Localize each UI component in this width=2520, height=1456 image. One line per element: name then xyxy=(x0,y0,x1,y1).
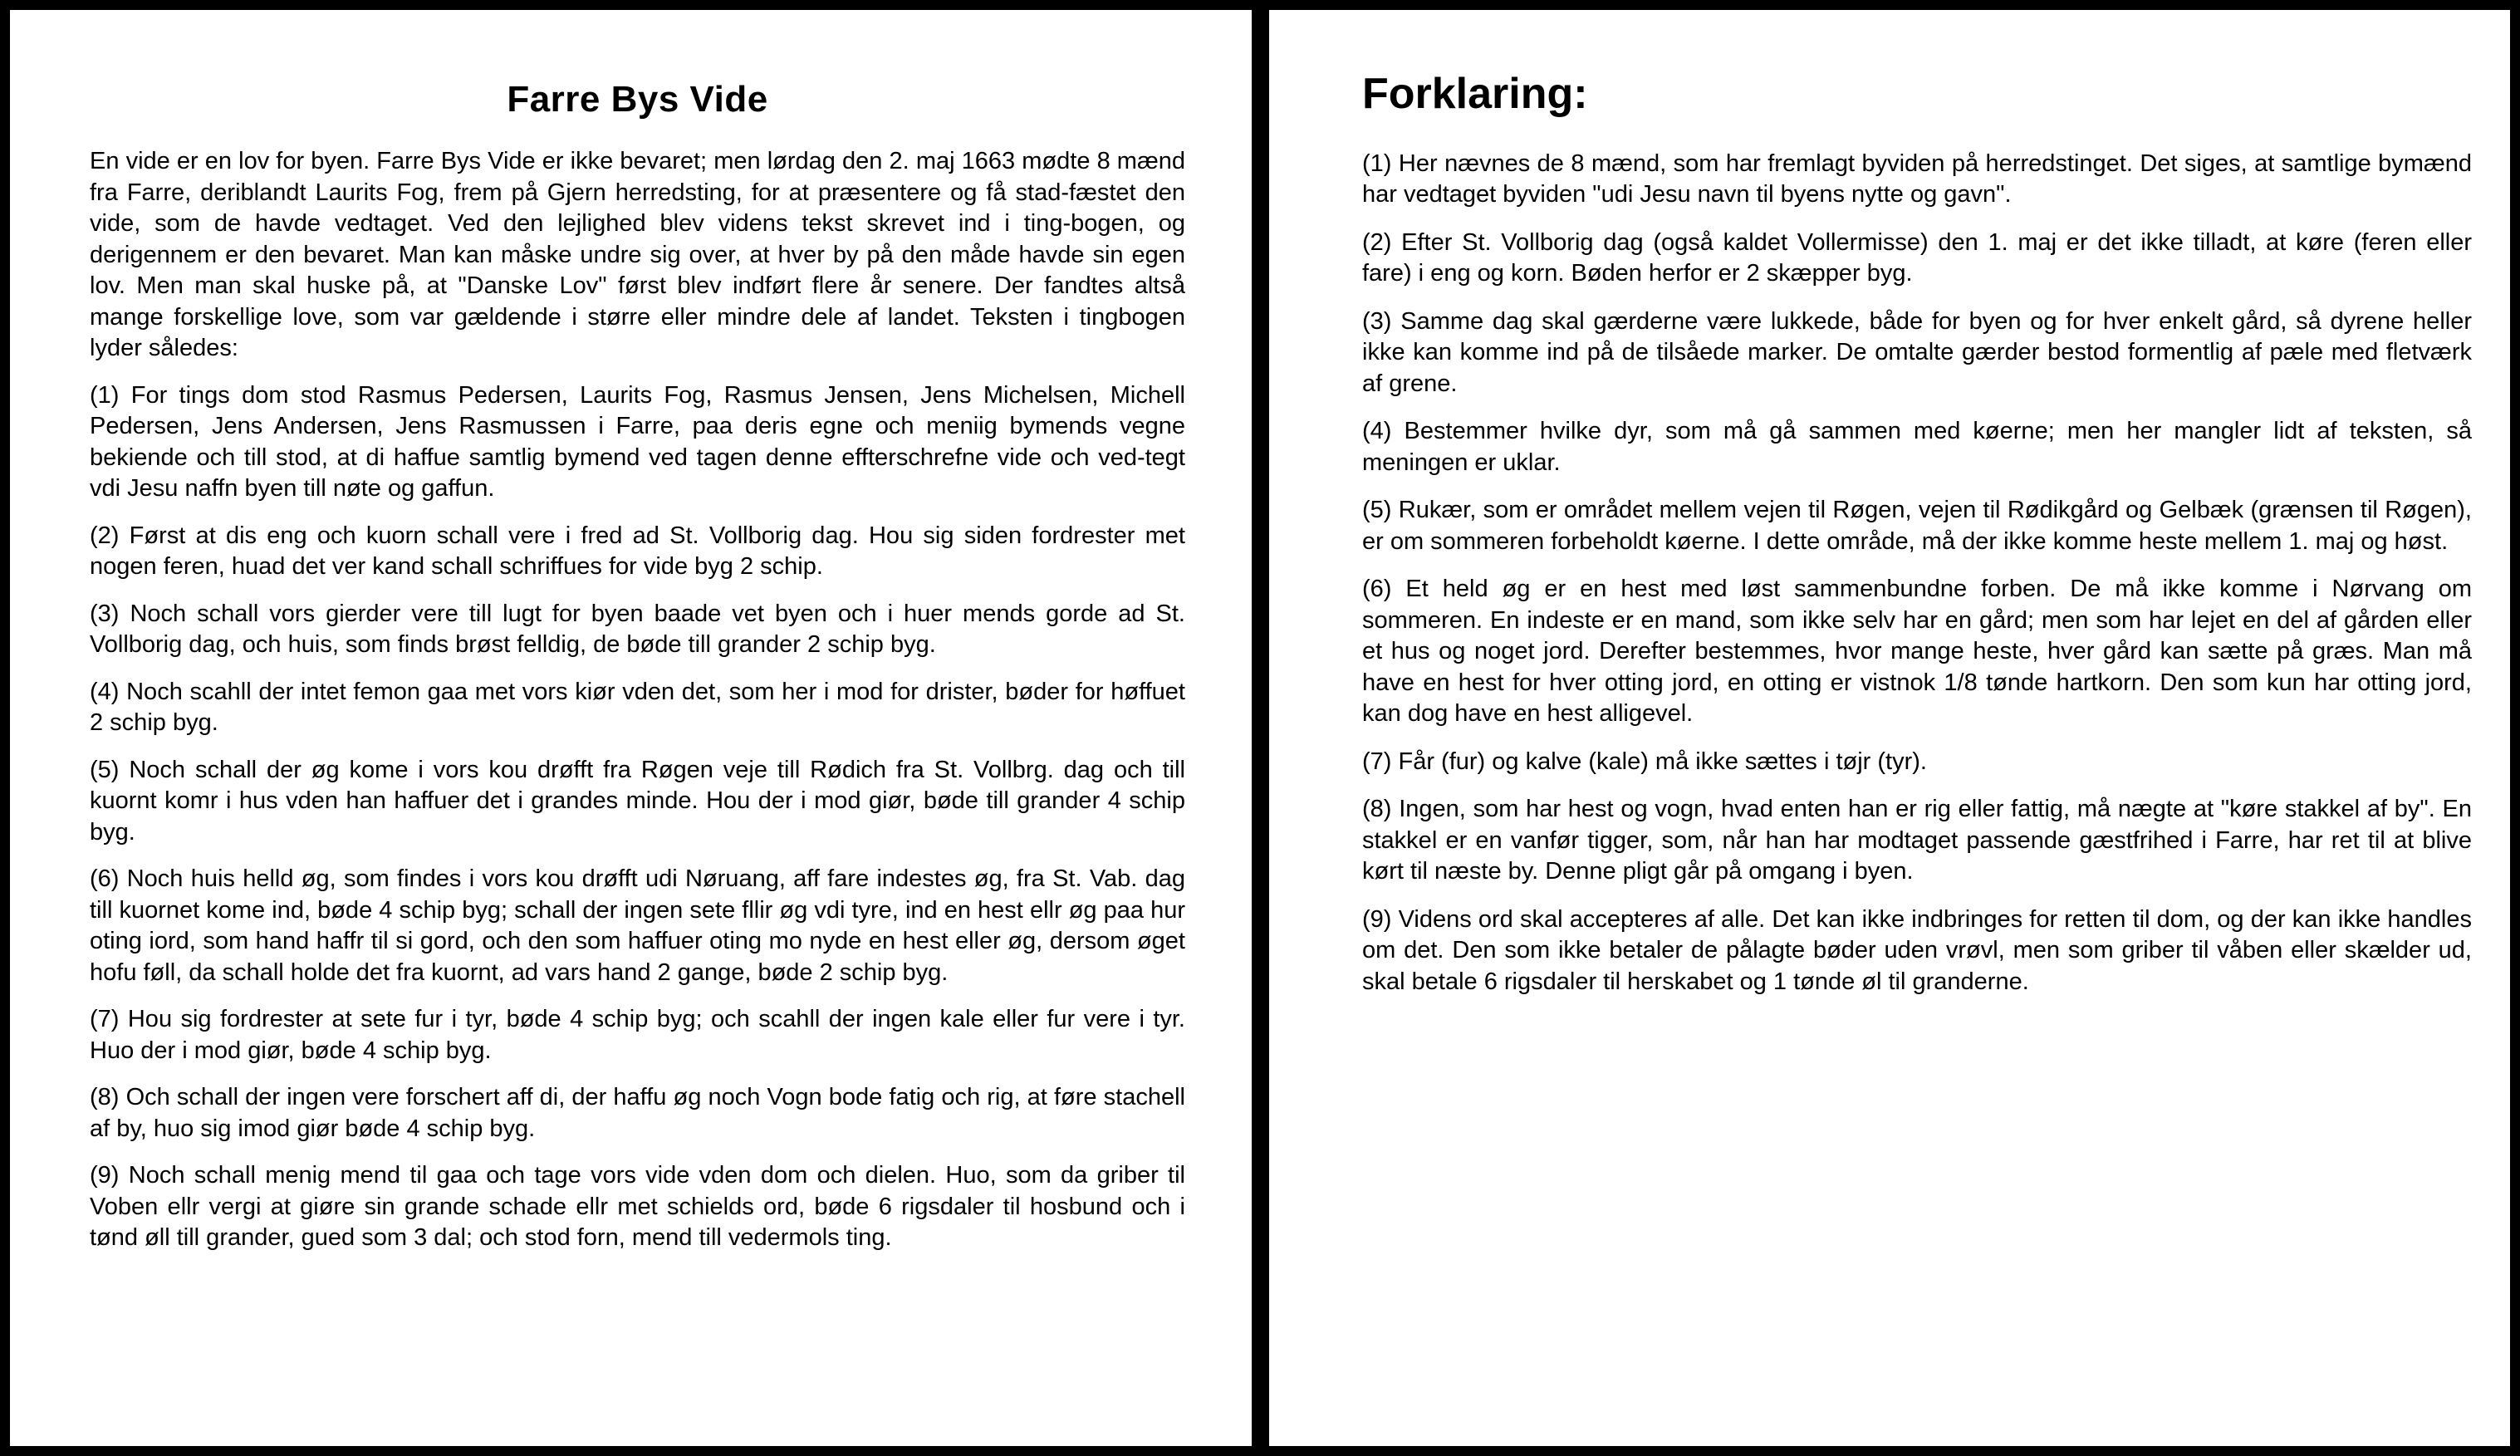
paragraph: (2) Først at dis eng och kuorn schall vere i fred ad St. Vollborig dag. Hou sig siden fordrester met nogen feren, huad det ver kand schall schriffues for vide byg 2 schip. xyxy=(90,522,1185,581)
paragraph: (7) Får (fur) og kalve (kale) må ikke sættes i tøjr (tyr). xyxy=(1362,748,1927,775)
page-left xyxy=(10,10,1252,1446)
paragraph: (6) Noch huis helld øg, som findes i vors kou drøfft udi Nøruang, aff fare indestes øg, fra St. Vab. dag till kuornet kome ind, bøde 4 schip byg; schall der ingen sete fllir øg vdi tyre, ind en hest ellr øg paa hur oting iord, som hand haffr til si gord, och den som haffuer oting mo nyde en hest eller øg, dersom øget hofu føll, da schall holde det fra kuornt, ad vars hand 2 gange, bøde 2 schip byg. xyxy=(90,865,1185,986)
paragraph: (9) Noch schall menig mend til gaa och tage vors vide vden dom och dielen. Huo, som da griber til Voben ellr vergi at giøre sin grande schade ellr met schields ord, bøde 6 rigsdaler til hosbund och i tønd øll till grander, gued som 3 dal; och stod forn, mend till vedermols ting. xyxy=(90,1162,1185,1252)
page-title: Farre Bys Vide xyxy=(507,79,768,120)
paragraph: (8) Och schall der ingen vere forschert aff di, der haffu øg noch Vogn bode fatig och rig, at føre stachell af by, huo sig imod giør bøde 4 schip byg. xyxy=(90,1084,1185,1142)
paragraph: (8) Ingen, som har hest og vogn, hvad enten han er rig eller fattig, må nægte at "køre stakkel af by". En stakkel er en vanfør tigger, som, når han har modtaget passende gæstfrihed i Farre, har ret til at blive kørt til næste by. Denne pligt går på omgang i byen. xyxy=(1362,796,2472,885)
paragraph: (5) Noch schall der øg kome i vors kou drøfft fra Røgen veje till Rødich fra St. Vollbrg. dag och till kuornt komr i hus vden han haffuer det i grandes minde. Hou der i mod giør, bøde till grander 4 schip byg. xyxy=(90,756,1185,846)
paragraph: (2) Efter St. Vollborig dag (også kaldet Vollermisse) den 1. maj er det ikke tilladt, at køre (feren eller fare) i eng og korn. Bøden herfor er 2 skæpper byg. xyxy=(1362,228,2472,287)
paragraph: (4) Noch scahll der intet femon gaa met vors kiør vden det, som her i mod for drister, bøder for høffuet 2 schip byg. xyxy=(90,678,1185,737)
paragraph: (9) Videns ord skal accepteres af alle. Det kan ikke indbringes for retten til dom, og der kan ikke handles om det. Den som ikke betaler de pålagte bøder uden vrøvl, men som griber til våben eller skælder ud, skal betale 6 rigsdaler til herskabet og 1 tønde øl til granderne. xyxy=(1362,905,2472,995)
paragraph: (1) Her nævnes de 8 mænd, som har fremlagt byviden på herredstinget. Det siges, at samtlige bymænd har vedtaget byviden "udi Jesu navn til byens nytte og gavn". xyxy=(1362,150,2472,208)
paragraph: (3) Samme dag skal gærderne være lukkede, både for byen og for hver enkelt gård, så dyrene heller ikke kan komme ind på de tilsåede marker. De omtalte gærder bestod formentlig af pæle med fletværk af grene. xyxy=(1362,307,2472,397)
section-heading: Forklaring: xyxy=(1362,70,1588,118)
paragraph: (7) Hou sig fordrester at sete fur i tyr, bøde 4 schip byg; och scahll der ingen kale eller fur vere i tyr. Huo der i mod giør, bøde 4 schip byg. xyxy=(90,1006,1185,1064)
paragraph: (1) For tings dom stod Rasmus Pedersen, Laurits Fog, Rasmus Jensen, Jens Michelsen, Michell Pedersen, Jens Andersen, Jens Rasmussen i Farre, paa deris egne och meniig bymends vegne bekiende och till stod, at di haffue samtlig bymend ved tagen denne effterschrefne vide och ved-tegt vdi Jesu naffn byen till nøte og gaffun. xyxy=(90,381,1185,502)
intro-paragraph: En vide er en lov for byen. Farre Bys Vide er ikke bevaret; men lørdag den 2. maj 1663 mødte 8 mænd fra Farre, deriblandt Laurits Fog, frem på Gjern herredsting, for at præsentere og få stad-fæstet den vide, som de havde vedtaget. Ved den lejlighed blev videns tekst skrevet ind i ting-bogen, og derigennem er den bevaret. Man kan måske undre sig over, at hver by på den måde havde sin egen lov. Men man skal huske på, at "Danske Lov" først blev indført flere år senere. Der fandtes altså mange forskellige love, som var gældende i større eller mindre dele af landet. Teksten i tingbogen lyder således: xyxy=(90,148,1185,362)
forklaring-paragraph-list xyxy=(1362,149,2472,998)
page-divider xyxy=(1252,10,1269,1446)
paragraph: (5) Rukær, som er området mellem vejen til Røgen, vejen til Rødikgård og Gelbæk (grænsen til Røgen), er om sommeren forbeholdt køerne. I dette område, må der ikke komme heste mellem 1. maj og høst. xyxy=(1362,497,2472,555)
paragraph: (3) Noch schall vors gierder vere till lugt for byen baade vet byen och i huer mends gorde ad St. Vollborig dag, och huis, som finds brøst felldig, de bøde till grander 2 schip byg. xyxy=(90,600,1185,659)
paragraph: (6) Et held øg er en hest med løst sammenbundne forben. De må ikke komme i Nørvang om sommeren. En indeste er en mand, som ikke selv har en gård; men som har lejet en del af gården eller et hus og noget jord. Derefter bestemmes, hvor mange heste, hver gård kan sætte på græs. Man må have en hest for hver otting jord, en otting er vistnok 1/8 tønde hartkorn. Den som kun har otting jord, kan dog have en hest alligevel. xyxy=(1362,576,2472,728)
paragraph: (4) Bestemmer hvilke dyr, som må gå sammen med køerne; men her mangler lidt af teksten, så meningen er uklar. xyxy=(1362,418,2472,476)
vide-paragraph-list xyxy=(90,380,1185,1254)
page-right xyxy=(1269,10,2510,1446)
